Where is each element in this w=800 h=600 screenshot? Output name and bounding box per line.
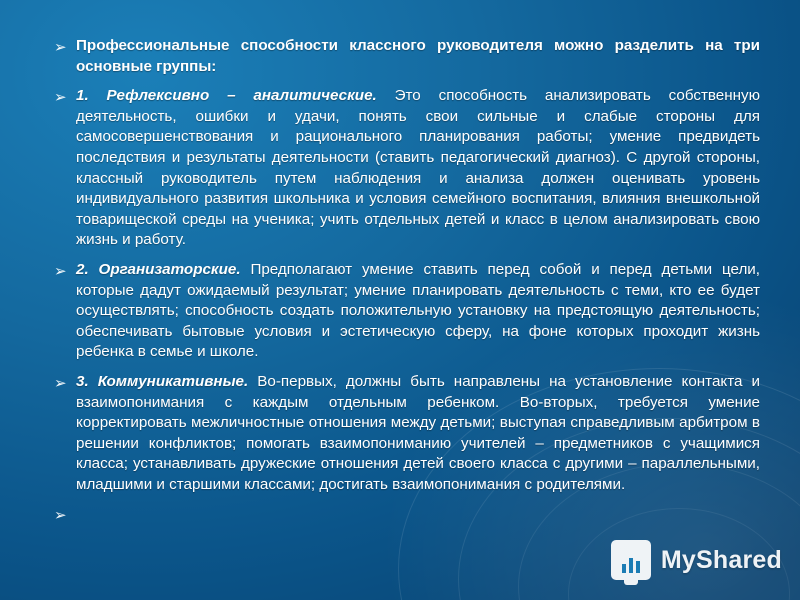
bullet-lead: 3. Коммуникативные.: [76, 372, 249, 390]
list-item: [54, 260, 765, 363]
bullet-text: [76, 260, 765, 363]
bullet-lead: 2. Организаторские.: [76, 260, 241, 278]
bullet-body: Во-первых, должны быть направлены на установление контакта и взаимопонимания с каждым отдельным ребенком. Во-вторых, требуется умение корректировать межличностные отношения между детьми; выступая справедливым арбитром в решении конфликтов; помогать взаимопониманию учителей – предметников с учащимися класса; устанавливать дружеские отношения детей своего класса с другими – параллельными, младшими и старшими классами; достигать взаимопонимания с родителями.: [76, 372, 765, 493]
bullet-arrow-icon: ➢: [54, 89, 67, 107]
chart-presentation-icon: [611, 540, 651, 580]
list-item: [54, 372, 765, 496]
list-item: [54, 86, 765, 251]
bullet-arrow-icon: ➢: [54, 374, 67, 392]
watermark-label: MyShared: [660, 545, 782, 574]
bullet-text: [76, 504, 760, 524]
list-item-empty: [54, 504, 760, 526]
bullet-arrow-icon: ➢: [54, 262, 67, 280]
watermark: [611, 540, 782, 580]
bullet-body: Профессиональные способности классного руководителя можно разделить на три основные группы:: [76, 37, 765, 75]
bullet-text: [76, 36, 765, 77]
bullet-body: Это способность анализировать собственную деятельность, ошибки и удачи, понять свои сильные и слабые стороны для самосовершенствования и рационального планирования работы; умение предвидеть последствия и результаты деятельности (ставить педагогический диагноз). С другой стороны, классный руководитель путем наблюдения и анализа должен оценивать уровень индивидуального развития школьника и условия семейного воспитания, влияния внешкольной товарищеской среды на ученика; учить отдельных детей и класс в целом анализировать свою жизнь и работу.: [76, 87, 765, 249]
bullet-body: Предполагают умение ставить перед собой и перед детьми цели, которые дадут ожидаемый результат; умение планировать деятельность с теми, кто ее будет осуществлять; способность создать положительную установку на предстоящую деятельность; обеспечивать бытовые условия и эстетическую сферу, на фоне которых проходит жизнь ребенка в семье и школе.: [76, 260, 765, 361]
bullet-arrow-icon: ➢: [54, 507, 67, 525]
bullet-text: [76, 86, 765, 251]
list-item: [54, 36, 765, 77]
bullet-text: [76, 372, 765, 496]
bullet-arrow-icon: ➢: [54, 39, 67, 56]
bullet-lead: 1. Рефлексивно – аналитические.: [76, 87, 377, 105]
slide-body: [54, 36, 765, 535]
chart-bars: [622, 555, 640, 573]
